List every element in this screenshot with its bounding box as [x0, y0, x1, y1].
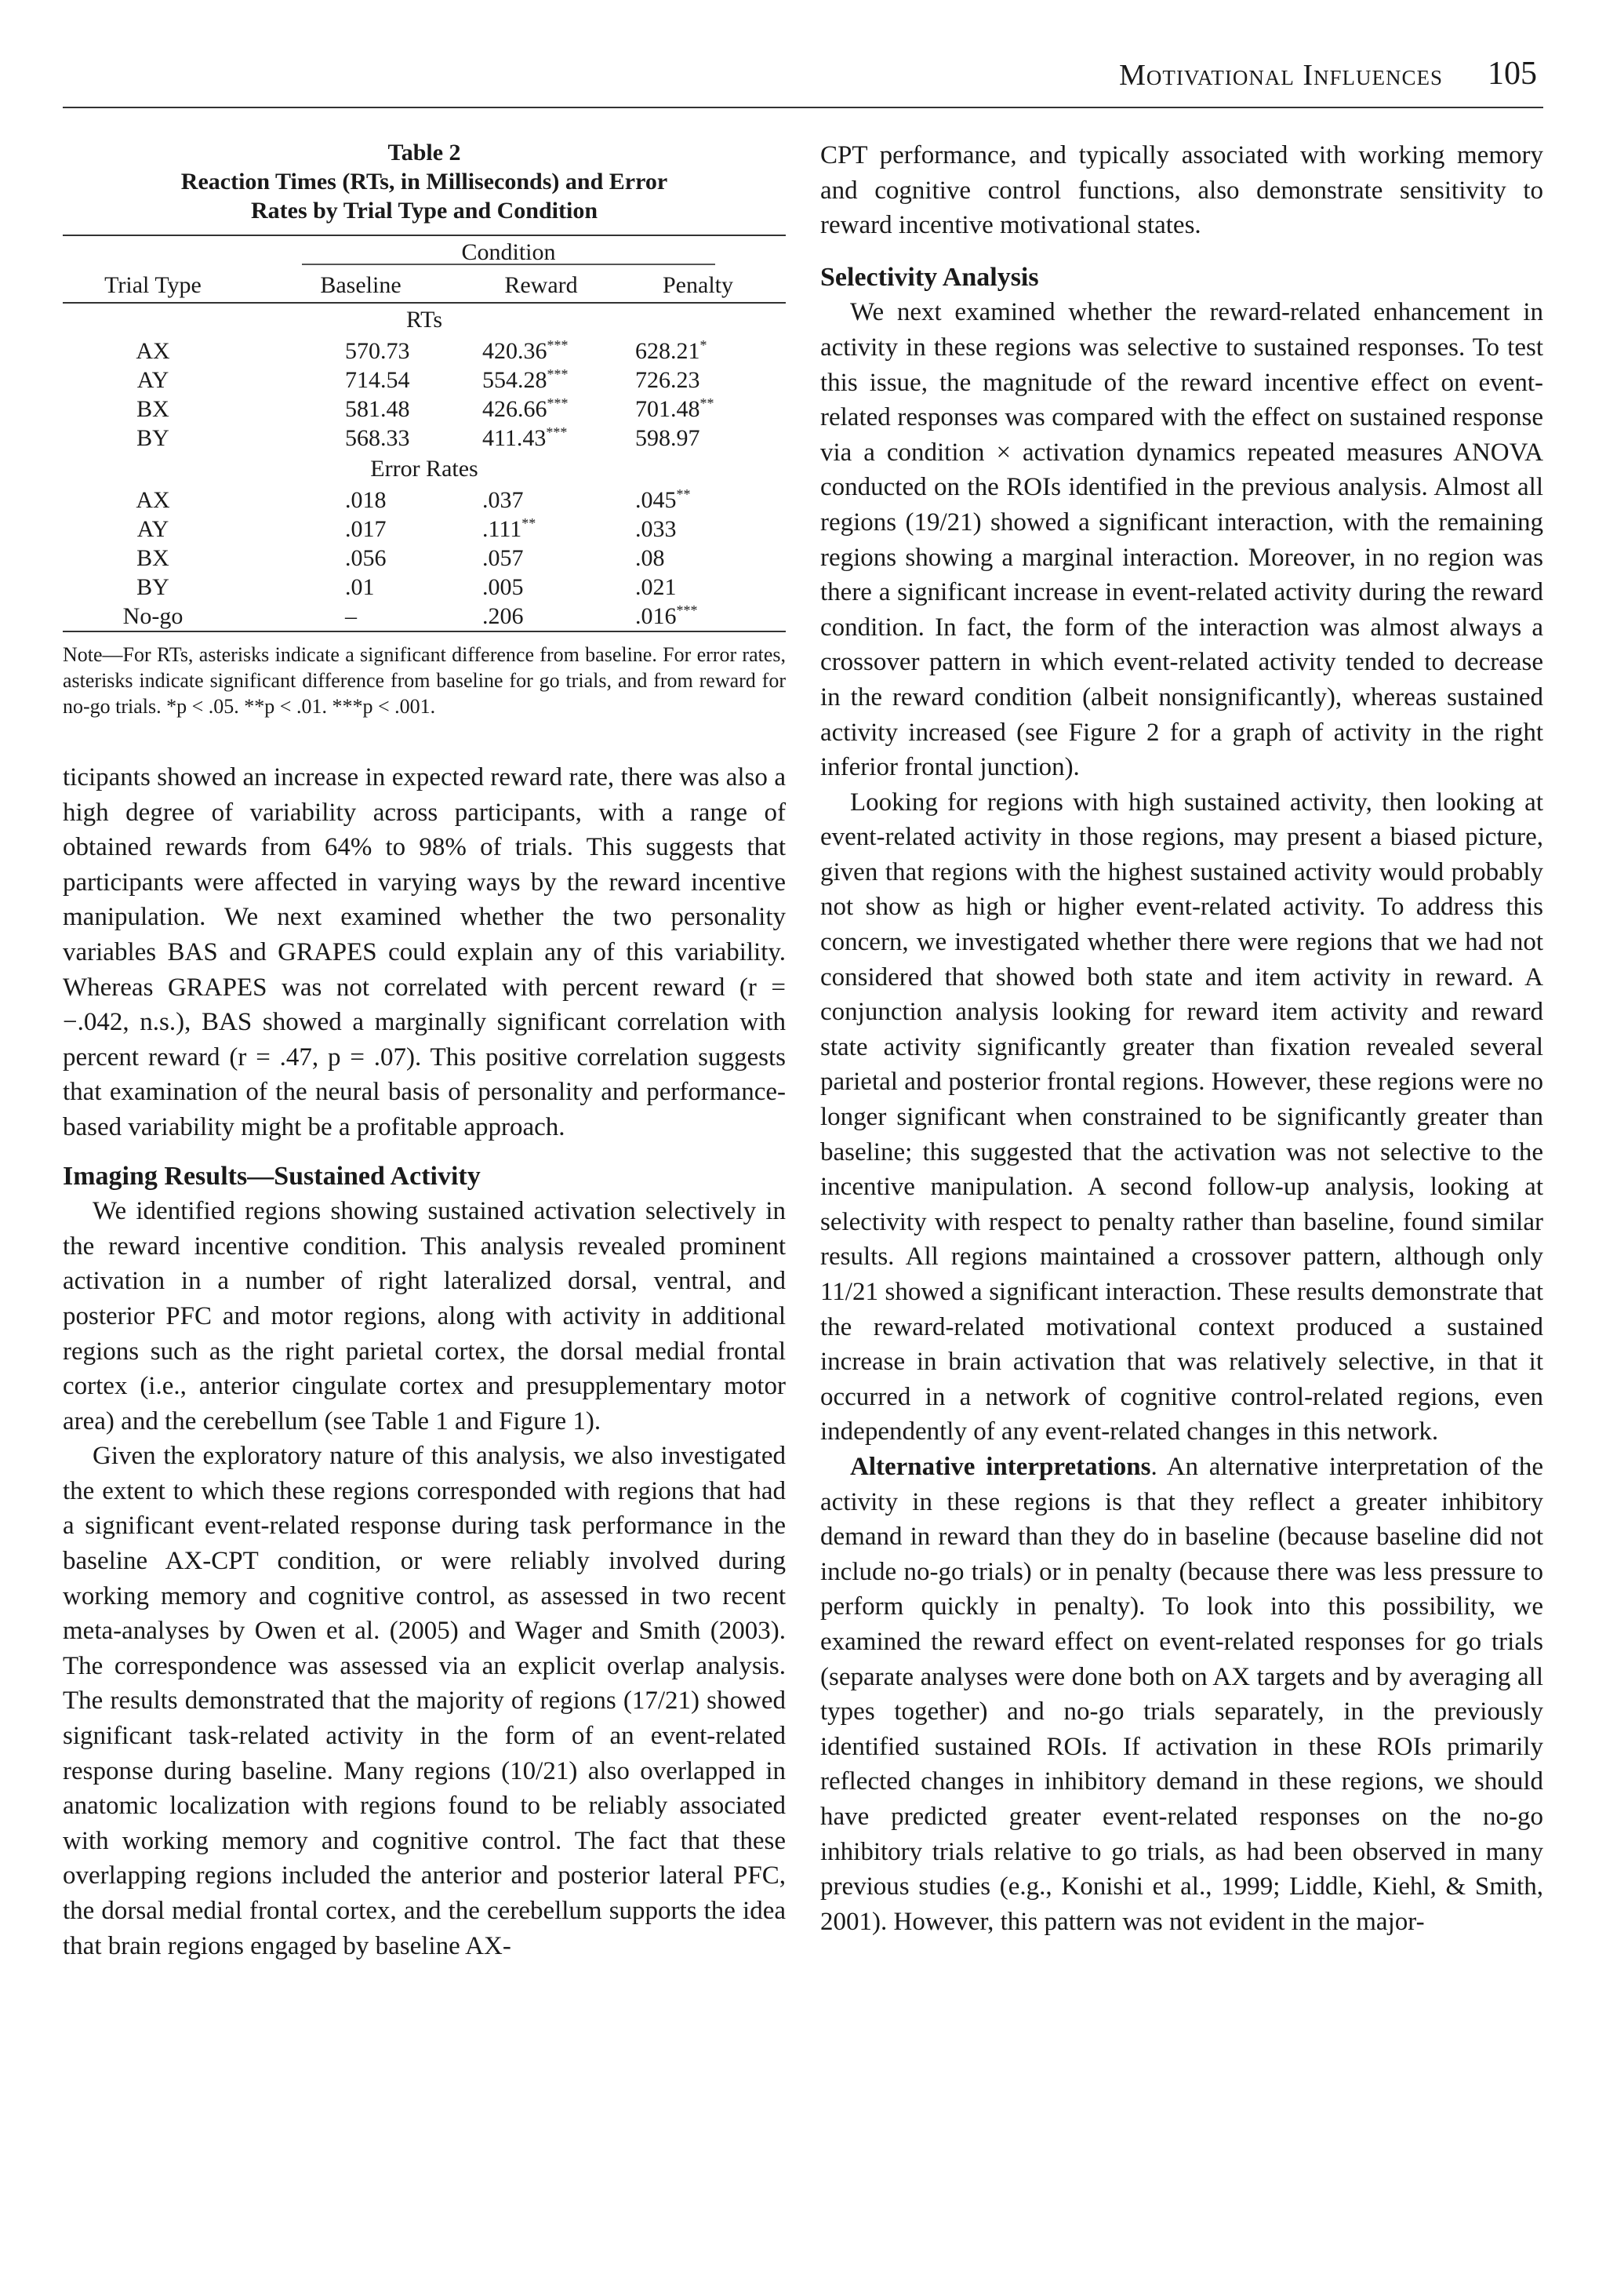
baseline-cell [345, 602, 357, 631]
reward-cell-value: .005 [482, 574, 524, 600]
penalty-cell-value: .016 [635, 603, 677, 629]
err-row [63, 573, 786, 602]
error-section-label-row [63, 453, 786, 486]
reward-cell [482, 366, 569, 395]
trial-type-cell-value: BY [136, 574, 169, 600]
reward-cell [482, 395, 569, 424]
col-header-penalty: Penalty [663, 272, 733, 298]
trial-type-cell-value: AY [136, 367, 169, 393]
rt-row [63, 337, 786, 366]
baseline-cell [345, 544, 387, 573]
penalty-cell-value: .045 [635, 487, 677, 513]
penalty-cell-value: 726.23 [635, 367, 700, 393]
penalty-cell-value: .033 [635, 516, 677, 542]
significance-marker: * [699, 337, 707, 353]
baseline-cell-value: 581.48 [345, 396, 410, 422]
penalty-cell [635, 395, 714, 424]
baseline-cell [345, 515, 387, 544]
rt-section-label-row [63, 304, 786, 337]
table-2 [63, 138, 786, 719]
trial-type-cell [63, 515, 243, 544]
reward-cell-value: 420.36 [482, 338, 547, 364]
baseline-cell [345, 337, 410, 366]
table-condition-row [63, 235, 786, 269]
reward-cell [482, 424, 567, 453]
section-heading-imaging: Imaging Results—Sustained Activity [63, 1161, 481, 1191]
penalty-cell [635, 515, 677, 544]
alternative-text: . An alternative interpretation of the activity in these regions is that they reflect a greater inhibitory demand in reward than they do in baseline (because baseline did not include no-go trials) or in penalty (because there was less pressure to perform quickly in penalty). To look into this possibility, we examined the reward effect on event-related responses for go trials (separate analyses were done both on AX targets and by averaging all types together) and no-go trials separately, in the previously identified sustained ROIs. If activation in these ROIs primarily reflected changes in inhibitory demand in these regions, we should have predicted greater event-related responses on the no-go inhibitory trials relative to go trials, as had been observed in many previous studies (e.g., Konishi et al., 1999; Liddle, Kiehl, & Smith, 2001). However, this pattern was not evident in the major- [820, 1452, 1543, 1936]
condition-header: Condition [461, 239, 556, 265]
running-head [63, 52, 1543, 108]
significance-marker: *** [546, 424, 568, 440]
baseline-cell-value: .017 [345, 516, 387, 542]
error-section-label: Error Rates [370, 456, 478, 482]
reward-cell-value: 426.66 [482, 396, 547, 422]
err-row [63, 486, 786, 515]
rt-section-label: RTs [405, 307, 443, 333]
table-body [63, 235, 786, 632]
penalty-cell [635, 424, 700, 453]
baseline-cell-value: 714.54 [345, 367, 410, 393]
table-caption-line-2: Rates by Trial Type and Condition [250, 198, 598, 224]
paragraph-looking: Looking for regions with high sustained activity, then looking at event-related activity in those regions, may present a biased picture, given that regions with the highest sustained activity would probably not show as high or higher event-related activity. To address this concern, we investigated whether there were regions that we had not considered that showed both state and item activity in reward. A conjunction analysis looking for reward item activity and reward state activity significantly greater than fixation revealed several parietal and posterior frontal regions. However, these regions were no longer significant when constrained to be significantly greater than baseline; this suggested that the activation was not selective to the incentive manipulation. A second follow-up analysis, looking at selectivity with respect to penalty rather than baseline, found similar results. All regions maintained a crossover pattern, although only 11/21 showed a significant interaction. These results demonstrate that the reward-related motivational context produced a sustained increase in brain activation that was relatively selective, in that it occurred in a network of cognitive control-related regions, even independently of any event-related changes in this network. [820, 788, 1543, 1446]
err-row [63, 602, 786, 631]
trial-type-cell-value: BX [136, 545, 169, 571]
penalty-cell [635, 573, 677, 602]
penalty-cell [635, 602, 698, 631]
rt-row [63, 395, 786, 424]
col-header-baseline: Baseline [320, 272, 402, 298]
col-header-reward: Reward [504, 272, 578, 298]
baseline-cell [345, 395, 410, 424]
baseline-cell-value: .056 [345, 545, 387, 571]
paragraph-participants: ticipants showed an increase in expected reward rate, there was also a high degree of variability across participants, with a range of obtained rewards from 64% to 98% of trials. This suggests that participants were affected in varying ways by the reward incentive manipulation. We next examined whether the two personality variables BAS and GRAPES could explain any of this variability. Whereas GRAPES was not correlated with percent reward (r = −.042, n.s.), BAS showed a marginally significant correlation with percent reward (r = .47, p = .07). This positive correlation suggests that examination of the neural basis of personality and performance-based variability might be a profitable approach. [63, 763, 786, 1141]
trial-type-cell-value: AY [136, 516, 169, 542]
reward-cell-value: .037 [482, 487, 524, 513]
trial-type-cell [63, 366, 243, 395]
penalty-cell [635, 366, 700, 395]
condition-rule [302, 264, 715, 265]
trial-type-cell [63, 544, 243, 573]
reward-cell [482, 515, 536, 544]
significance-marker: ** [676, 486, 691, 502]
significance-marker: *** [547, 337, 569, 353]
table-note: Note—For RTs, asterisks indicate a significant difference from baseline. For error rates, asterisks indicate significant difference from baseline for go trials, and from reward for no-go trials. *p < .05. **p < .01. ***p < .001. [63, 643, 786, 718]
rt-row [63, 424, 786, 453]
trial-type-cell [63, 602, 243, 631]
trial-type-cell-value: AX [136, 487, 170, 513]
err-row [63, 544, 786, 573]
significance-marker: ** [521, 515, 536, 531]
left-column [63, 138, 786, 1963]
table-header-row [63, 269, 786, 304]
baseline-cell-value: 570.73 [345, 338, 410, 364]
col-header-trial-type: Trial Type [104, 272, 202, 298]
paragraph-alternative [820, 1450, 1543, 1939]
reward-cell-value: .206 [482, 603, 524, 629]
penalty-cell-value: 701.48 [635, 396, 700, 422]
paragraph-exploratory: Given the exploratory nature of this analysis, we also investigated the extent to which these regions corresponded with regions that had a significant event-related response during task performance in the baseline AX-CPT condition, or were reliably involved during working memory and cognitive control, as assessed in two recent meta-analyses by Owen et al. (2005) and Wager and Smith (2003). The correspondence was assessed via an explicit overlap analysis. The results demonstrated that the majority of regions (17/21) showed significant task-related activity in the form of an event-related response during baseline. Many regions (10/21) also overlapped in anatomic localization with regions found to be reliably associated with working memory and cognitive control. The fact that these overlapping regions included the anterior and posterior lateral PFC, the dorsal medial frontal cortex, and the cerebellum supports the idea that brain regions engaged by baseline AX- [63, 1442, 786, 1960]
reward-cell-value: .057 [482, 545, 524, 571]
baseline-cell [345, 366, 410, 395]
baseline-cell-value: – [345, 603, 357, 629]
trial-type-cell-value: BX [136, 396, 169, 422]
trial-type-cell [63, 486, 243, 515]
err-row [63, 515, 786, 544]
rt-rows [63, 337, 786, 453]
penalty-cell-value: .08 [635, 545, 665, 571]
trial-type-cell-value: AX [136, 338, 170, 364]
alternative-heading: Alternative interpretations [850, 1452, 1151, 1481]
significance-marker: *** [676, 602, 698, 618]
significance-marker: *** [547, 366, 569, 382]
table-label: Table 2 [387, 140, 461, 166]
rt-row [63, 366, 786, 395]
penalty-cell [635, 337, 707, 366]
trial-type-cell [63, 337, 243, 366]
reward-cell-value: 554.28 [482, 367, 547, 393]
significance-marker: ** [699, 395, 714, 411]
page-number: 105 [1488, 56, 1537, 92]
baseline-cell-value: .01 [345, 574, 375, 600]
running-title: Motivational Influences [1119, 59, 1443, 92]
reward-cell [482, 573, 524, 602]
table-caption-line-1: Reaction Times (RTs, in Milliseconds) and Error [180, 169, 668, 195]
baseline-cell-value: .018 [345, 487, 387, 513]
trial-type-cell-value: No-go [122, 603, 183, 629]
right-column [820, 138, 1543, 1939]
section-heading-selectivity: Selectivity Analysis [820, 262, 1039, 292]
significance-marker: *** [547, 395, 569, 411]
penalty-cell [635, 544, 665, 573]
reward-cell-value: 411.43 [482, 425, 547, 451]
penalty-cell-value: .021 [635, 574, 677, 600]
reward-cell [482, 544, 524, 573]
reward-cell-value: .111 [482, 516, 522, 542]
paragraph-cpt-continued: CPT performance, and typically associated with working memory and cognitive control functions, also demonstrate sensitivity to reward incentive motivational states. [820, 141, 1543, 240]
trial-type-cell-value: BY [136, 425, 169, 451]
penalty-cell-value: 598.97 [635, 425, 700, 451]
trial-type-cell [63, 424, 243, 453]
reward-cell [482, 337, 569, 366]
penalty-cell-value: 628.21 [635, 338, 700, 364]
reward-cell [482, 602, 524, 631]
error-rows [63, 486, 786, 632]
paragraph-imaging: We identified regions showing sustained activation selectively in the reward incentive condition. This analysis revealed prominent activation in a number of right lateralized dorsal, ventral, and posterior PFC and motor regions, along with activity in additional regions such as the right parietal cortex, the dorsal medial frontal cortex (i.e., anterior cingulate cortex and presupplementary motor area) and the cerebellum (see Table 1 and Figure 1). [63, 1197, 786, 1435]
paragraph-selectivity: We next examined whether the reward-related enhancement in activity in these regions was selective to sustained responses. To test this issue, the magnitude of the reward incentive effect on event-related responses was compared with the effect on sustained response via a condition × activation dynamics repeated measures ANOVA conducted on the ROIs identified in the previous analysis. Almost all regions (19/21) showed a significant interaction, with the remaining regions showing a marginal interaction. Moreover, in no region was there a significant increase in event-related activity during the reward condition. In fact, the form of the interaction was almost always a crossover pattern in which event-related activity tended to decrease in the reward condition (albeit nonsignificantly), whereas sustained activity increased (see Figure 2 for a graph of activity in the right inferior frontal junction). [820, 298, 1543, 782]
baseline-cell [345, 424, 410, 453]
penalty-cell [635, 486, 691, 515]
trial-type-cell [63, 395, 243, 424]
baseline-cell-value: 568.33 [345, 425, 410, 451]
table-caption [63, 138, 786, 225]
baseline-cell [345, 573, 375, 602]
reward-cell [482, 486, 524, 515]
baseline-cell [345, 486, 387, 515]
trial-type-cell [63, 573, 243, 602]
